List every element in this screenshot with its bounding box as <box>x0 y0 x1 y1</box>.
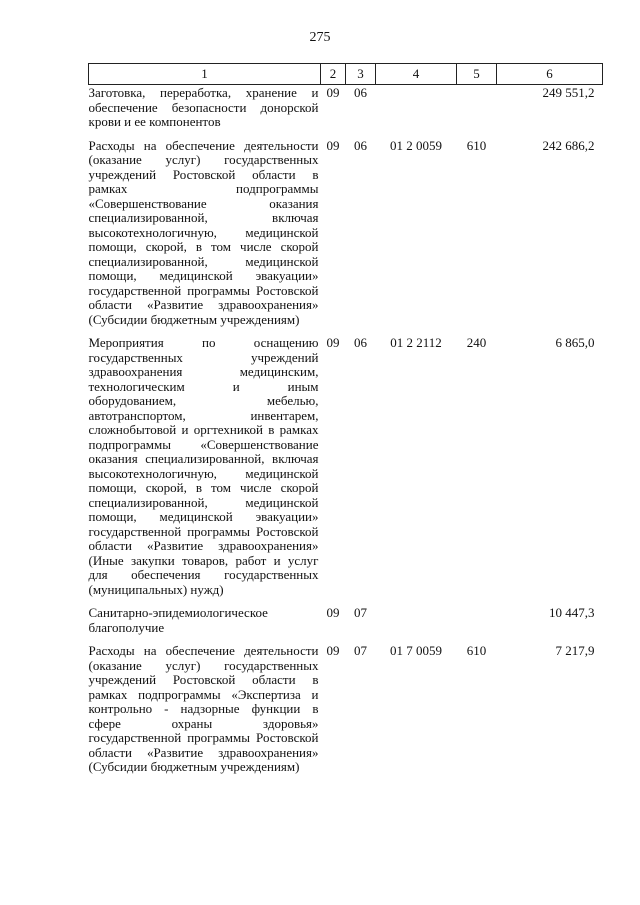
page-number: 275 <box>309 30 331 45</box>
header-cell-3: 3 <box>346 64 376 85</box>
row-description: Мероприятия по оснащению государственных учреждений здравоохранения медицинским, технологическим и иным оборудованием, мебелью, автотранспортом, инвентарем, сложнобытовой и оргтехникой в рамках подпрограммы «Совершенствование оказания специализированной, включая высокотехнологичную, медицинской помощи, скорой, в том числе скорой специализированной, медицинской помощи, медицинской эвакуации» государственной программы Ростовской области «Развитие здравоохранения» (Иные закупки товаров, работ и услуг для обеспечения государственных (муниципальных) нужд) <box>88 335 319 597</box>
row-expense-type <box>457 85 497 138</box>
table-row <box>89 85 603 138</box>
header-cell-2: 2 <box>321 64 346 85</box>
row-section-code: 09 <box>326 137 340 153</box>
row-description: Санитарно-эпидемиологическое благополучие <box>88 605 268 635</box>
table-row <box>89 643 603 783</box>
header-row <box>89 64 603 85</box>
header-cell-1: 1 <box>89 64 321 85</box>
table-row <box>89 605 603 643</box>
table-row <box>89 335 603 605</box>
row-section-code: 09 <box>326 85 340 100</box>
row-target-article <box>376 605 457 643</box>
row-amount: 7 217,9 <box>555 643 595 658</box>
row-expense-type <box>457 605 497 643</box>
row-expense-type: 610 <box>466 643 487 658</box>
header-cell-5: 5 <box>457 64 497 85</box>
row-amount: 242 686,2 <box>542 137 595 153</box>
row-expense-type: 610 <box>466 137 487 153</box>
row-section-code: 09 <box>326 605 340 620</box>
table-row <box>89 138 603 336</box>
row-section-code: 09 <box>326 335 340 350</box>
row-expense-type: 240 <box>466 335 487 350</box>
row-section-code: 09 <box>326 643 340 658</box>
row-amount: 249 551,2 <box>542 85 595 100</box>
row-amount: 10 447,3 <box>549 605 595 620</box>
header-cell-4: 4 <box>376 64 457 85</box>
row-description: Расходы на обеспечение деятельности (оказание услуг) государственных учреждений Ростовской области в рамках подпрограммы «Экспертиза и контрольно - надзорные функции в сфере охраны здоровья» государственной программы Ростовской области «Развитие здравоохранения» (Субсидии бюджетным учреждениям) <box>88 643 319 774</box>
row-subsection-code: 06 <box>354 85 367 100</box>
row-target-article: 01 2 2112 <box>390 335 442 350</box>
row-subsection-code: 07 <box>354 605 367 620</box>
row-amount: 6 865,0 <box>555 335 595 350</box>
row-description: Расходы на обеспечение деятельности (оказание услуг) государственных учреждений Ростовской области в рамках подпрограммы «Совершенствование оказания специализированной, включая высокотехнологичную, медицинской помощи, скорой, в том числе скорой специализированной, медицинской помощи, медицинской эвакуации» государственной программы Ростовской области «Развитие здравоохранения» (Субсидии бюджетным учреждениям) <box>88 137 319 327</box>
row-subsection-code: 06 <box>354 335 367 350</box>
row-target-article: 01 7 0059 <box>390 643 442 658</box>
row-description: Заготовка, переработка, хранение и обеспечение безопасности донорской крови и ее компонентов <box>88 85 319 129</box>
row-target-article <box>376 85 457 138</box>
row-subsection-code: 07 <box>354 643 367 658</box>
row-subsection-code: 06 <box>354 137 367 153</box>
budget-table <box>88 63 603 783</box>
row-target-article: 01 2 0059 <box>390 137 442 153</box>
header-cell-6: 6 <box>497 64 603 85</box>
